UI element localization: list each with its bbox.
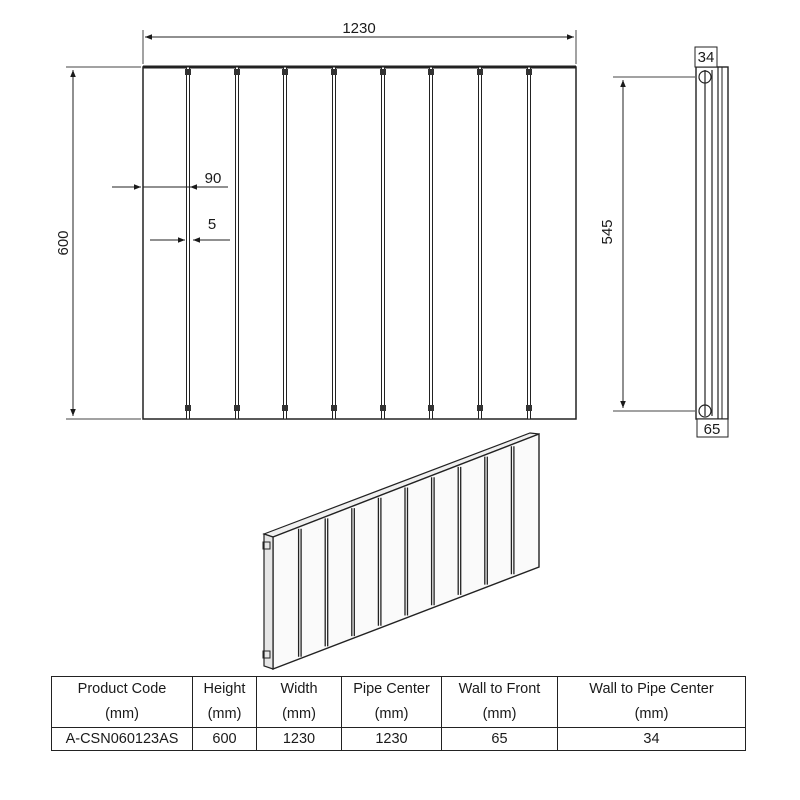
groove-cap	[331, 405, 337, 411]
header-wall-to-pipe-center: Wall to Pipe Center (mm)	[558, 677, 746, 728]
groove-cap	[234, 69, 240, 75]
groove-cap	[380, 69, 386, 75]
panel-grooves	[185, 67, 532, 419]
cell-pipe-center: 1230	[342, 728, 442, 751]
cell-width: 1230	[257, 728, 342, 751]
panel-groove	[187, 67, 190, 419]
gap-label: 5	[207, 216, 217, 233]
cell-product-code: A-CSN060123AS	[52, 728, 193, 751]
groove-cap	[282, 405, 288, 411]
groove-cap	[331, 69, 337, 75]
wall-to-front-label: 65	[703, 421, 721, 438]
groove-cap	[428, 405, 434, 411]
groove-cap	[526, 405, 532, 411]
radiator-outline	[143, 67, 576, 419]
panel-groove	[382, 67, 385, 419]
groove-cap	[185, 69, 191, 75]
iso-end-face	[264, 534, 273, 669]
header-wall-to-front: Wall to Front (mm)	[442, 677, 558, 728]
header-pipe-center: Pipe Center (mm)	[342, 677, 442, 728]
spec-table	[51, 676, 746, 751]
pipe-center-dimension	[599, 77, 695, 411]
panel-groove	[284, 67, 287, 419]
panel-groove	[430, 67, 433, 419]
panel-groove	[479, 67, 482, 419]
height-label: 600	[55, 230, 72, 256]
groove-cap	[477, 405, 483, 411]
iso-front-face	[273, 434, 539, 669]
groove-cap	[185, 405, 191, 411]
width-label: 1230	[342, 20, 376, 37]
header-width: Width (mm)	[257, 677, 342, 728]
cell-wall-to-pipe-center: 34	[558, 728, 746, 751]
cell-wall-to-front: 65	[442, 728, 558, 751]
groove-cap	[234, 405, 240, 411]
groove-cap	[380, 405, 386, 411]
panel-groove	[333, 67, 336, 419]
height-dimension	[55, 67, 141, 419]
groove-cap	[428, 69, 434, 75]
table-header-row	[52, 677, 746, 728]
panel-groove	[528, 67, 531, 419]
header-height: Height (mm)	[193, 677, 257, 728]
pipe-center-label: 545	[599, 219, 616, 245]
side-view	[695, 47, 728, 438]
groove-cap	[526, 69, 532, 75]
front-view	[143, 67, 576, 419]
header-product-code: Product Code (mm)	[52, 677, 193, 728]
table-row	[52, 728, 746, 751]
panel-width-label: 90	[204, 170, 222, 187]
isometric-view	[263, 433, 539, 669]
groove-cap	[282, 69, 288, 75]
width-dimension	[143, 20, 576, 64]
panel-groove	[236, 67, 239, 419]
panel-width-dimension	[112, 170, 228, 187]
cell-height: 600	[193, 728, 257, 751]
wall-to-pipe-label: 34	[697, 49, 715, 66]
groove-cap	[477, 69, 483, 75]
